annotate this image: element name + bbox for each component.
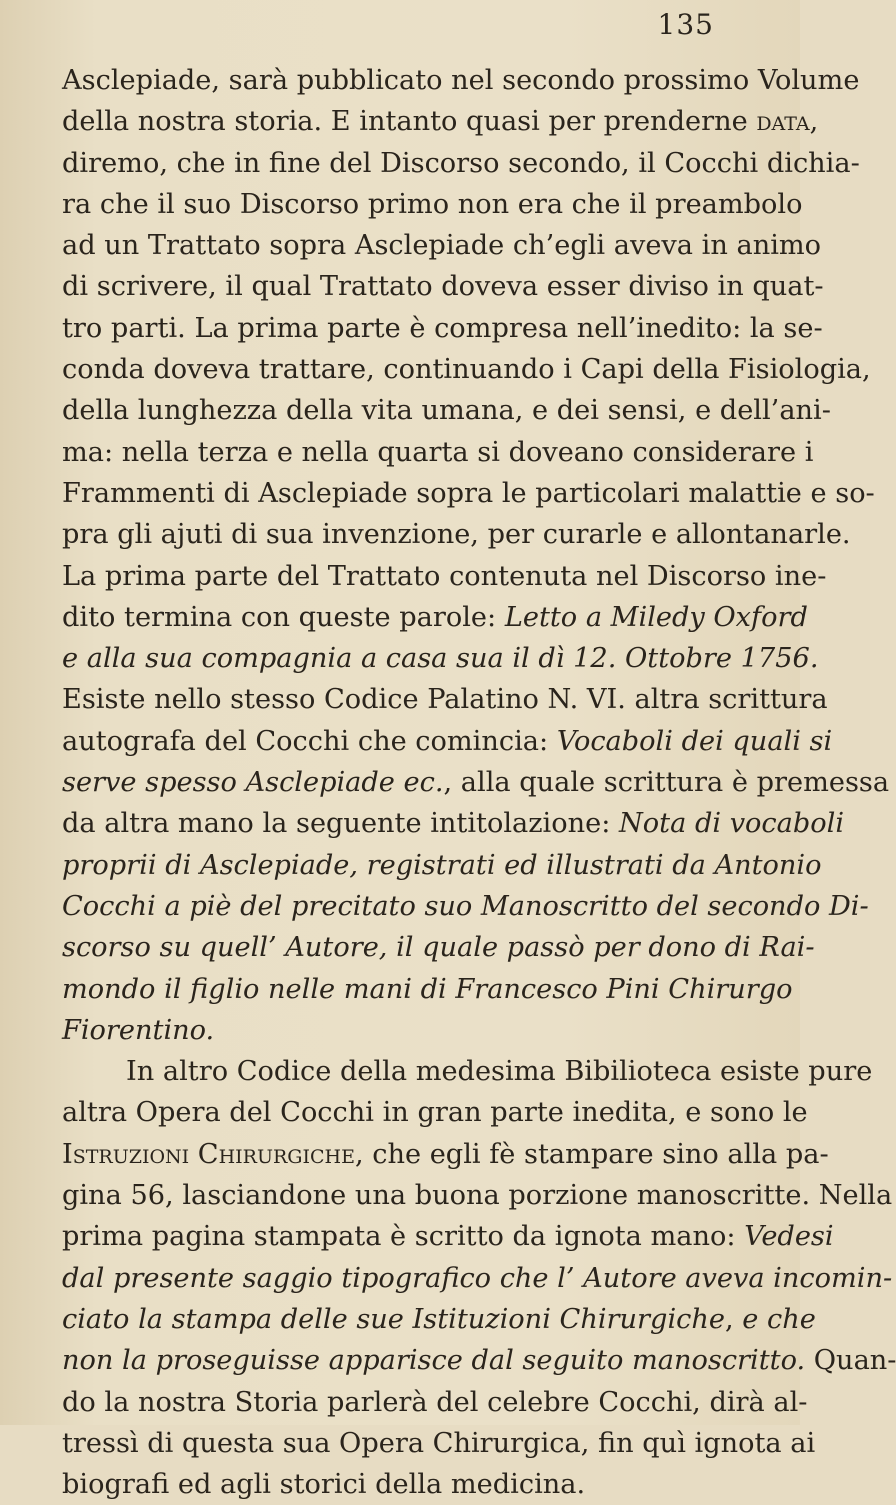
text-line: [62, 184, 803, 225]
text-run: ,: [724, 1303, 743, 1335]
text-run: diremo, che in fine del Discorso secondo, il Cocchi dichia-: [62, 147, 860, 179]
text-line: [62, 927, 815, 968]
text-run: biografi ed agli storici della medicina.: [62, 1469, 586, 1501]
text-run: Esiste nello stesso Codice Palatino N. VI. altra scrittura: [62, 684, 828, 716]
text-line: [62, 514, 851, 555]
text-run: della nostra storia. E intanto quasi per prenderne: [62, 106, 757, 138]
text-run: data: [756, 106, 810, 138]
text-line: [62, 721, 833, 762]
text-run: Cocchi a piè del precitato suo Manoscritto del secondo Di-: [62, 890, 869, 922]
text-run: e che: [742, 1303, 816, 1335]
text-line: [62, 1134, 829, 1175]
text-line: [62, 432, 814, 473]
text-line: [62, 556, 827, 597]
text-line: [62, 349, 871, 390]
text-run: conda doveva trattare, continuando i Capi della Fisiologia,: [62, 354, 871, 386]
text-run: ma: nella terza e nella quarta si doveano considerare i: [62, 436, 814, 468]
text-run: Fiorentino.: [62, 1014, 215, 1046]
text-line: [62, 679, 828, 720]
text-line: [62, 969, 793, 1010]
text-run: serve spesso Asclepiade ec.: [62, 767, 444, 799]
text-run: e alla sua compagnia a casa sua il dì 12. Ottobre 1756.: [62, 643, 819, 675]
text-run: ra che il suo Discorso primo non era che il preambolo: [62, 188, 803, 220]
text-line: [62, 473, 875, 514]
text-line: [62, 1175, 893, 1216]
text-line: [62, 762, 890, 803]
text-line: [62, 390, 831, 431]
text-line: [62, 1423, 816, 1464]
text-run: Letto a Miledy Oxford: [504, 601, 808, 633]
text-run: ciato la stampa delle sue Istituzioni Chirurgiche: [62, 1303, 725, 1335]
text-run: prima pagina stampata è scritto da ignota mano:: [62, 1221, 745, 1253]
text-line: [62, 308, 823, 349]
text-run: dito termina con queste parole:: [62, 601, 505, 633]
text-line: [62, 143, 860, 184]
text-line: [62, 1258, 893, 1299]
text-run: Vocaboli dei quali si: [556, 725, 833, 757]
text-line: [62, 1299, 816, 1340]
text-line: [62, 1340, 896, 1381]
page-number: 135: [657, 8, 714, 41]
body-text: [62, 60, 896, 1505]
text-line: [62, 886, 869, 927]
text-run: di scrivere, il qual Trattato doveva esser diviso in quat-: [62, 271, 824, 303]
text-run: , alla quale scrittura è premessa: [443, 767, 890, 799]
text-run: della lunghezza della vita umana, e dei sensi, e dell’ani-: [62, 395, 831, 427]
text-run: , che egli fè stampare sino alla pa-: [354, 1138, 829, 1170]
text-run: Istruzioni Chirurgiche: [62, 1138, 355, 1170]
text-run: scorso su quell’ Autore, il quale passò per dono di Rai-: [62, 932, 815, 964]
text-run: Frammenti di Asclepiade sopra le particolari malattie e so-: [62, 477, 875, 509]
text-run: ad un Trattato sopra Asclepiade ch’egli aveva in animo: [62, 230, 822, 262]
text-line: [62, 638, 819, 679]
text-run: altra Opera del Cocchi in gran parte inedita, e sono le: [62, 1097, 808, 1129]
text-line: [62, 803, 845, 844]
text-run: Asclepiade, sarà pubblicato nel secondo prossimo Volume: [62, 65, 860, 96]
text-run: tro parti. La prima parte è compresa nell’inedito: la se-: [62, 312, 823, 344]
text-line: [62, 1464, 722, 1505]
text-run: Quan-: [805, 1345, 896, 1377]
text-line: [62, 845, 822, 886]
text-run: proprii di Asclepiade, registrati ed illustrati da Antonio: [62, 849, 822, 881]
text-run: gina 56, lasciandone una buona porzione manoscritte. Nella: [62, 1180, 893, 1212]
text-line: [62, 1382, 808, 1423]
text-line: [62, 225, 822, 266]
text-line: [62, 597, 808, 638]
text-run: non la proseguisse apparisce dal seguito manoscritto.: [62, 1345, 806, 1377]
text-run: Vedesi: [744, 1221, 834, 1253]
text-run: In altro Codice della medesima Bibilioteca esiste pure: [126, 1056, 873, 1088]
text-line: [62, 266, 824, 307]
text-run: mondo il figlio nelle mani di Francesco Pini Chirurgo: [62, 973, 793, 1005]
text-run: ,: [809, 106, 819, 138]
text-line: [62, 60, 860, 101]
text-line: [62, 1216, 834, 1257]
text-line: [62, 1010, 722, 1051]
text-run: pra gli ajuti di sua invenzione, per curarle e allontanarle.: [62, 519, 851, 551]
text-run: dal presente saggio tipografico che l’ Autore aveva incomin-: [62, 1262, 893, 1294]
text-line: [62, 1051, 873, 1092]
text-line: [62, 101, 819, 142]
text-run: do la nostra Storia parlerà del celebre Cocchi, dirà al-: [62, 1386, 808, 1418]
text-run: Nota di vocaboli: [619, 808, 845, 840]
text-run: da altra mano la seguente intitolazione:: [62, 808, 620, 840]
text-line: [62, 1092, 808, 1133]
text-run: autografa del Cocchi che comincia:: [62, 725, 557, 757]
text-run: La prima parte del Trattato contenuta nel Discorso ine-: [62, 560, 827, 592]
text-run: tressì di questa sua Opera Chirurgica, fin quì ignota ai: [62, 1427, 816, 1459]
